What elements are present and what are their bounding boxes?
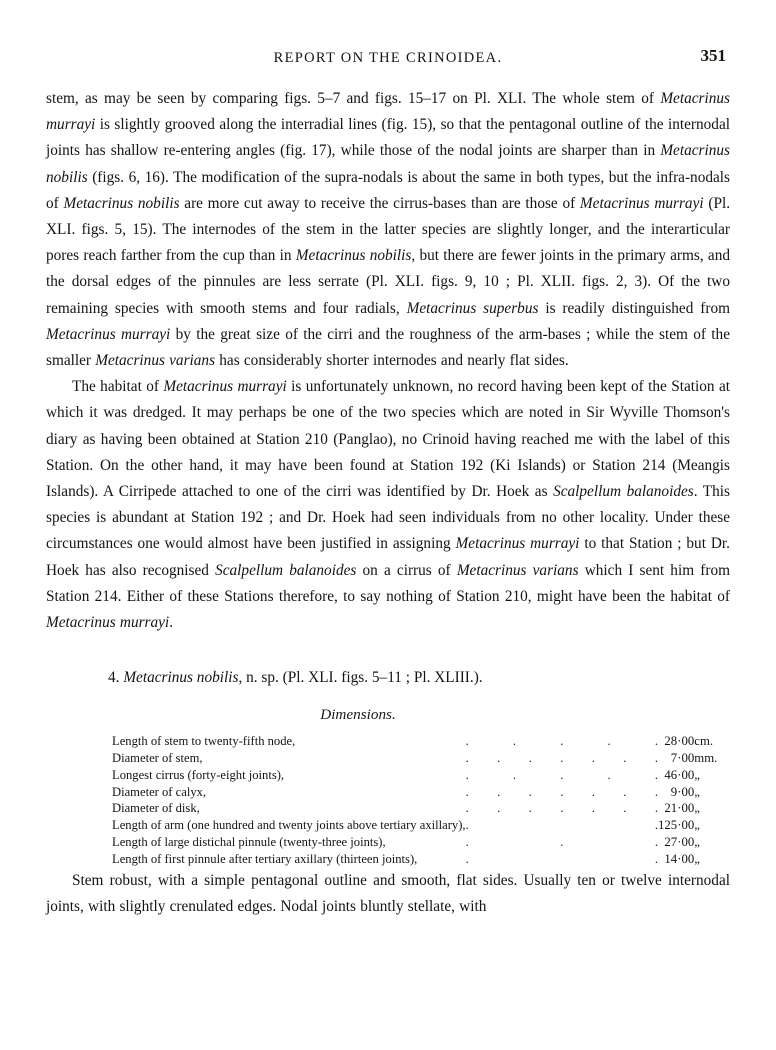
leader-dots: . . . . . bbox=[465, 767, 658, 782]
dimension-value: 46·00 bbox=[664, 767, 695, 782]
species-name: Scalpellum balanoides bbox=[215, 561, 357, 579]
section-heading bbox=[46, 666, 730, 690]
species-name: Metacrinus nobilis bbox=[295, 247, 412, 265]
page-number: 351 bbox=[700, 46, 726, 65]
dimension-label: Diameter of stem, bbox=[112, 750, 203, 765]
page-header bbox=[46, 44, 730, 78]
dimension-unit: „ bbox=[694, 818, 700, 833]
dimensions-row bbox=[112, 733, 730, 750]
leader-dots: . . . bbox=[465, 834, 658, 849]
species-name: Metacrinus murrayi bbox=[46, 90, 730, 134]
dimensions-row bbox=[112, 817, 730, 834]
species-name: Metacrinus murrayi bbox=[455, 535, 580, 553]
dimension-unit: mm. bbox=[694, 750, 718, 765]
dimension-label: Diameter of calyx, bbox=[112, 784, 207, 799]
species-name: Metacrinus nobilis bbox=[63, 194, 180, 212]
dimensions-row bbox=[112, 851, 730, 868]
dimensions-row bbox=[112, 767, 730, 784]
dimensions-row bbox=[112, 834, 730, 851]
body-column bbox=[46, 86, 730, 920]
leader-dots: . . . . . . . bbox=[465, 801, 658, 816]
species-name: Metacrinus superbus bbox=[406, 299, 539, 317]
closing-paragraph: Stem robust, with a simple pentagonal outline and smooth, flat sides. Usually ten or twelve internodal joints, with slightly crenulated edges. Nodal joints bluntly stellate, with bbox=[46, 871, 730, 915]
dimensions-table bbox=[112, 733, 730, 867]
dimension-label: Length of arm (one hundred and twenty joints above tertiary axillary), bbox=[112, 818, 466, 833]
dimension-unit: cm. bbox=[694, 734, 714, 749]
dimension-unit: „ bbox=[694, 784, 700, 799]
dimension-unit: „ bbox=[694, 767, 700, 782]
dimension-label: Length of first pinnule after tertiary axillary (thirteen joints), bbox=[112, 851, 418, 866]
species-name: Metacrinus murrayi bbox=[46, 614, 170, 632]
leader-dots: . . . . . . . bbox=[465, 750, 658, 765]
species-name: Metacrinus murrayi bbox=[579, 194, 704, 212]
dimension-value: 7·00 bbox=[670, 750, 695, 765]
leader-dots: . . bbox=[465, 818, 658, 833]
dimensions-row bbox=[112, 750, 730, 767]
dimension-unit: „ bbox=[694, 851, 700, 866]
dimension-label: Longest cirrus (forty-eight joints), bbox=[112, 767, 285, 782]
species-name: Metacrinus nobilis bbox=[46, 142, 730, 186]
leader-dots: . . bbox=[465, 851, 658, 866]
dimension-value: 125·00 bbox=[658, 818, 695, 833]
dimensions-title: Dimensions. bbox=[320, 706, 396, 724]
species-name: Metacrinus varians bbox=[456, 561, 579, 579]
section-heading-rest: , n. sp. (Pl. XLI. figs. 5–11 ; Pl. XLIII.). bbox=[238, 669, 483, 687]
leader-dots: . . . . . . . bbox=[465, 784, 658, 799]
dimension-value: 9·00 bbox=[670, 784, 695, 799]
paragraph-2: The habitat of Metacrinus murrayi is unfortunately unknown, no record having been kept of the Station at which it was dredged. It may perhaps be one of the two species which are noted in Sir Wyville Thomson's diary as having been obtained at Station 210 (Panglao), no Crinoid having reached me with the label of this Station. On the other hand, it may have been found at Station 192 (Ki Islands) or Station 214 (Meangis Islands). A Cirripede attached to one of the cirri was identified by Dr. Hoek as Scalpellum balanoides. This species is abundant at Station 192 ; and Dr. Hoek had seen individuals from no other locality. Under these circumstances one would almost have been justified in assigning Metacrinus murrayi to that Station ; but Dr. Hoek has also recognised Scalpellum balanoides on a cirrus of Metacrinus varians which I sent him from Station 214. Either of these Stations therefore, to say nothing of Station 210, might have been the habitat of Metacrinus murrayi. bbox=[46, 378, 731, 632]
dimension-value: 21·00 bbox=[664, 801, 695, 816]
dimension-value: 27·00 bbox=[664, 834, 695, 849]
paragraph-1: stem, as may be seen by comparing figs. 5–7 and figs. 15–17 on Pl. XLI. The whole stem of Metacrinus murrayi is slightly grooved along the interradial lines (fig. 15), so that the pentagonal outline of the internodal joints has shallow re-entering angles (fig. 17), while those of the nodal joints are sharper than in Metacrinus nobilis (figs. 6, 16). The modification of the supra-nodals is about the same in both types, but the infra-nodals of Metacrinus nobilis are more cut away to receive the cirrus-bases than are those of Metacrinus murrayi (Pl. XLI. figs. 5, 15). The internodes of the stem in the latter species are slightly longer, and the interarticular pores reach farther from the cup than in Metacrinus nobilis, but there are fewer joints in the primary arms, and the dorsal edges of the pinnules are less serrate (Pl. XLI. figs. 9, 10 ; Pl. XLII. figs. 2, 3). Of the two remaining species with smooth stems and four radials, Metacrinus superbus is readily distinguished from Metacrinus murrayi by the great size of the cirri and the roughness of the arm-bases ; while the stem of the smaller Metacrinus varians has considerably shorter internodes and nearly flat sides. bbox=[46, 90, 731, 370]
running-head: REPORT ON THE CRINOIDEA. bbox=[273, 50, 503, 66]
species-name: Scalpellum balanoides bbox=[553, 483, 694, 501]
dimension-label: Length of large distichal pinnule (twenty-three joints), bbox=[112, 834, 386, 849]
section-species-name: Metacrinus nobilis bbox=[123, 669, 239, 687]
dimensions-row bbox=[112, 784, 730, 801]
dimension-label: Diameter of disk, bbox=[112, 801, 200, 816]
dimension-label: Length of stem to twenty-fifth node, bbox=[112, 734, 296, 749]
species-name: Metacrinus murrayi bbox=[163, 378, 287, 396]
species-name: Metacrinus murrayi bbox=[46, 325, 171, 343]
section-number: 4. bbox=[108, 669, 120, 687]
species-name: Metacrinus varians bbox=[95, 352, 216, 370]
dimension-value: 28·00 bbox=[664, 734, 695, 749]
dimensions-row bbox=[112, 800, 730, 817]
leader-dots: . . . . . bbox=[465, 734, 658, 749]
dimension-value: 14·00 bbox=[664, 851, 695, 866]
dimension-unit: „ bbox=[694, 834, 700, 849]
dimension-unit: „ bbox=[694, 801, 700, 816]
